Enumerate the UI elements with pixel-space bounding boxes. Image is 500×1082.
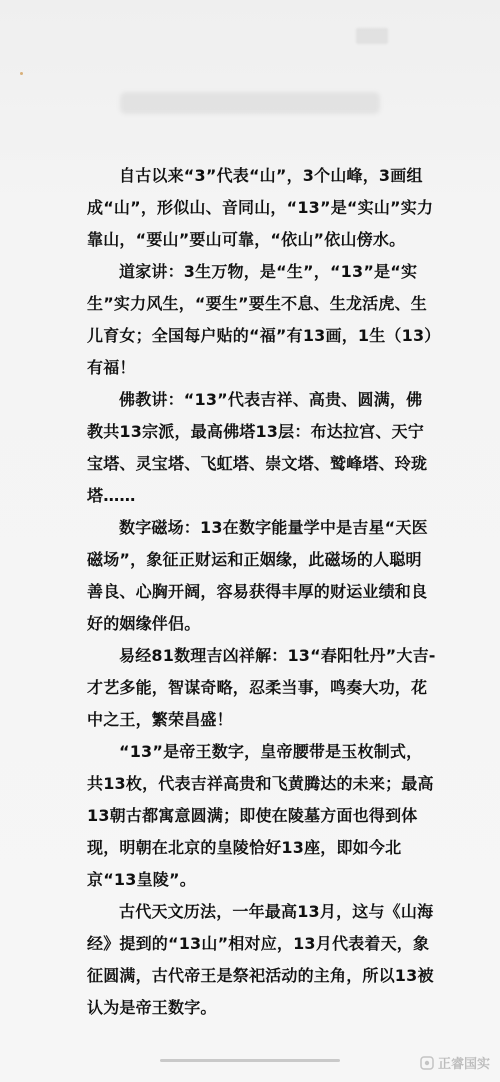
- paragraph-mountain: 自古以来“3”代表“山”，3个山峰，3画组成“山”，形似山、音同山，“13”是“实山”实力靠山，“要山”要山可靠，“依山”依山傍水。: [87, 166, 434, 249]
- watermark-text: 正睿国实: [437, 1057, 490, 1072]
- decorative-dot: [20, 72, 23, 75]
- watermark: [420, 1053, 490, 1072]
- paragraph-yijing: 易经81数理吉凶祥解：13“春阳牡丹”大吉-才艺多能，智谋奇略，忍柔当事，鸣奏大功，花中之王，繁荣昌盛！: [87, 646, 436, 729]
- article-body: [87, 160, 437, 1024]
- home-indicator: [160, 1059, 340, 1062]
- toutiao-logo-icon: [420, 1056, 434, 1070]
- paragraph-numerology: 数字磁场：13在数字能量学中是吉星“天医磁场”，象征正财运和正姻缘，此磁场的人聪明善良、心胸开阔，容易获得丰厚的财运业绩和良好的姻缘伴侣。: [87, 518, 428, 633]
- paragraph-calendar: 古代天文历法，一年最高13月，这与《山海经》提到的“13山”相对应，13月代表着天，象征圆满，古代帝王是祭祀活动的主角，所以13被认为是帝王数字。: [87, 902, 434, 1017]
- blurred-status-mark: [356, 28, 388, 44]
- blurred-header-area: [0, 0, 500, 160]
- paragraph-taoism: 道家讲：3生万物，是“生”，“13”是“实生”实力风生，“要生”要生不息、生龙活虎、生儿育女；全国每户贴的“福”有13画，1生（13）有福！: [87, 262, 433, 377]
- paragraph-buddhism: 佛教讲：“13”代表吉祥、高贵、圆满，佛教共13宗派，最高佛塔13层：布达拉宫、天宁宝塔、灵宝塔、飞虹塔、崇文塔、鹫峰塔、玲珑塔……: [87, 390, 428, 505]
- blurred-heading: [120, 92, 380, 114]
- paragraph-emperor: “13”是帝王数字，皇帝腰带是玉枚制式，共13枚，代表吉祥高贵和飞黄腾达的未来；最高13朝古都寓意圆满；即使在陵墓方面也得到体现，明朝在北京的皇陵恰好13座，即如今北京“13皇陵”。: [87, 742, 434, 889]
